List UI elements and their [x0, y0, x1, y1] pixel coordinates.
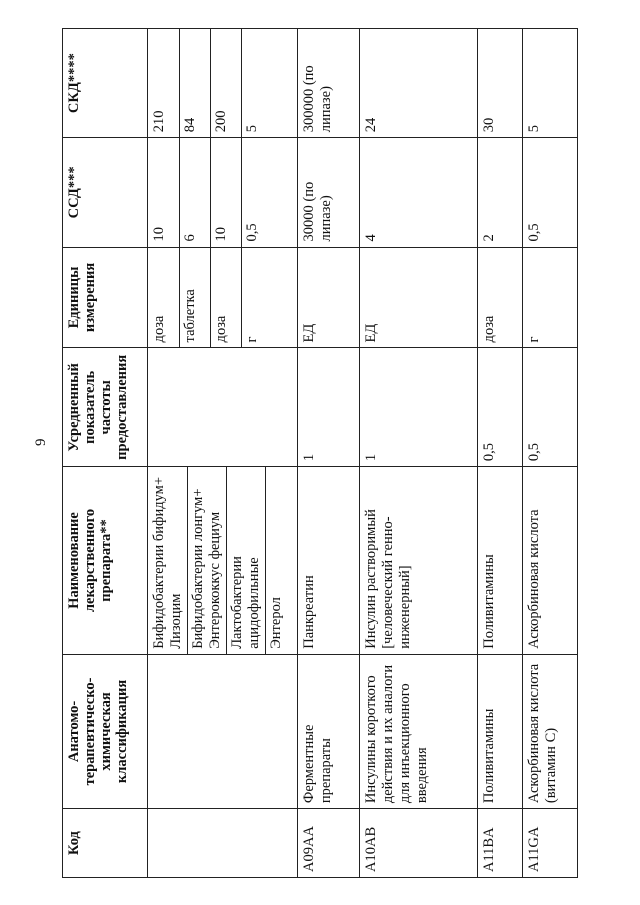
skd-value: 200	[210, 29, 239, 137]
ssd-cell	[478, 138, 523, 247]
drug-name: Панкреатин	[301, 575, 317, 649]
code-cell: A10AB	[360, 809, 478, 878]
unit-value: г	[526, 336, 542, 343]
skd-value: 300000 (по липазе)	[301, 65, 334, 133]
drug-cell	[523, 467, 578, 655]
unit-cell	[360, 247, 478, 348]
drug-name: Бифидобактерии лонгум+ Энтерококкус фециум	[187, 467, 224, 654]
table-row	[298, 29, 360, 878]
header-unit: Единицы измерения	[63, 247, 148, 348]
frequency-cell	[148, 348, 298, 467]
skd-value: 5	[241, 29, 270, 137]
drug-name: Лактобактерии ацидофильные	[226, 467, 263, 654]
table-row	[478, 29, 523, 878]
unit-value: таблетка	[179, 248, 208, 348]
ssd-value: 10	[151, 227, 167, 242]
table-row	[148, 29, 298, 878]
ssd-value: 0,5	[526, 223, 542, 242]
ssd-cell	[148, 138, 298, 247]
code-cell	[148, 809, 298, 878]
page-number: 9	[33, 438, 49, 446]
drug-cell	[478, 467, 523, 655]
header-ssd: ССД***	[63, 138, 148, 247]
table-body	[148, 29, 578, 878]
drug-name: Инсулин растворимый [человеческий генно-инженерный]	[363, 509, 413, 649]
frequency-cell: 1	[360, 348, 478, 467]
frequency-cell: 0,5	[478, 348, 523, 467]
unit-value: доза	[481, 315, 497, 343]
ssd-cell	[360, 138, 478, 247]
skd-value: 30	[481, 117, 497, 133]
drug-cell	[360, 467, 478, 655]
atc-cell: Ферментные препараты	[298, 654, 360, 808]
header-frequency: Усредненный показатель частоты предоставления	[63, 348, 148, 467]
unit-cell	[523, 247, 578, 348]
skd-cell	[298, 29, 360, 138]
drug-name: Бифидобактерии бифидум+ Лизоцим	[151, 476, 184, 649]
unit-value: доза	[151, 315, 167, 343]
ssd-cell	[298, 138, 360, 247]
header-drug: Наименование лекарственного препарата**	[63, 467, 148, 655]
skd-cell	[148, 29, 298, 138]
skd-cell	[478, 29, 523, 138]
drug-cell	[298, 467, 360, 655]
ssd-value: 2	[481, 234, 497, 242]
skd-value: 210	[151, 110, 167, 133]
ssd-cell	[523, 138, 578, 247]
unit-value: ЕД	[301, 323, 317, 343]
skd-value: 5	[526, 125, 542, 133]
code-cell: A11BA	[478, 809, 523, 878]
table-row	[523, 29, 578, 878]
unit-cell	[478, 247, 523, 348]
skd-value: 84	[179, 29, 208, 137]
atc-cell: Инсулины короткого действия и их аналоги для инъекционного введения	[360, 654, 478, 808]
ssd-value: 10	[210, 138, 239, 246]
unit-cell	[298, 247, 360, 348]
ssd-value: 0,5	[241, 138, 270, 246]
drug-name: Аскорбиновая кислота	[526, 509, 542, 649]
drug-cell	[148, 467, 298, 655]
ssd-value: 30000 (по липазе)	[301, 181, 334, 242]
ssd-value: 4	[363, 234, 379, 242]
header-atc: Анатомо-терапевтическо-химическая классификация	[63, 654, 148, 808]
table-row	[360, 29, 478, 878]
unit-cell	[148, 247, 298, 348]
atc-cell	[148, 654, 298, 808]
rotated-document	[62, 28, 559, 878]
unit-value: ЕД	[363, 323, 379, 343]
skd-value: 24	[363, 117, 379, 133]
drug-name: Энтерол	[265, 467, 294, 654]
atc-cell: Поливитамины	[478, 654, 523, 808]
ssd-value: 6	[179, 138, 208, 246]
header-code: Код	[63, 809, 148, 878]
skd-cell	[523, 29, 578, 138]
table-header-row	[63, 29, 148, 878]
atc-cell: Аскорбиновая кислота (витамин С)	[523, 654, 578, 808]
drug-table	[62, 28, 578, 878]
header-skd: СКД****	[63, 29, 148, 138]
unit-value: г	[241, 248, 270, 348]
drug-name: Поливитамины	[481, 554, 497, 649]
code-cell: A09AA	[298, 809, 360, 878]
frequency-cell: 0,5	[523, 348, 578, 467]
unit-value: доза	[210, 248, 239, 348]
skd-cell	[360, 29, 478, 138]
code-cell: A11GA	[523, 809, 578, 878]
frequency-cell: 1	[298, 348, 360, 467]
